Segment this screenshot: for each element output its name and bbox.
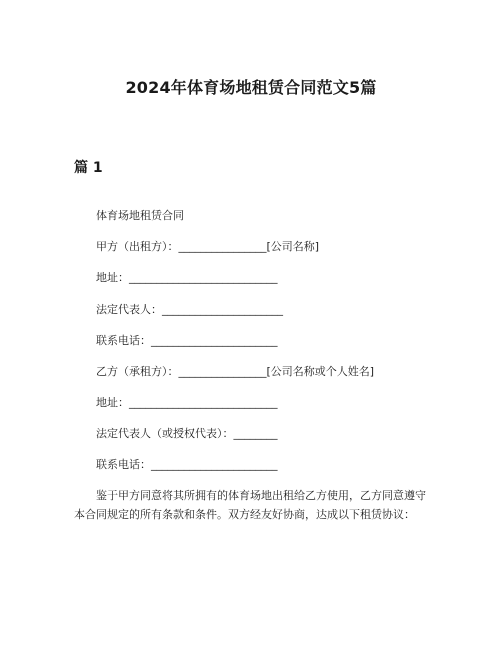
party-b-representative-line: 法定代表人（或授权代表）：________ <box>96 427 278 440</box>
section-heading: 篇 1 <box>74 160 103 176</box>
party-a-phone-line: 联系电话：_______________________ <box>96 334 278 347</box>
party-b-line: 乙方（承租方）：________________[公司名称或个人姓名] <box>96 365 375 378</box>
party-a-address-line: 地址：___________________________ <box>96 271 278 284</box>
contract-title-line: 体育场地租赁合同 <box>96 209 184 222</box>
party-b-phone-line: 联系电话：_______________________ <box>96 458 278 471</box>
party-a-representative-line: 法定代表人：______________________ <box>96 303 283 316</box>
document-title: 2024年体育场地租赁合同范文5篇 <box>125 78 377 97</box>
party-b-address-line: 地址：___________________________ <box>96 396 278 409</box>
party-a-line: 甲方（出租方）：________________[公司名称] <box>96 240 320 253</box>
preamble-paragraph: 鉴于甲方同意将其所拥有的体育场地出租给乙方使用，乙方同意遵守本合同规定的所有条款和条件。双方经友好协商，达成以下租赁协议： <box>74 489 426 521</box>
